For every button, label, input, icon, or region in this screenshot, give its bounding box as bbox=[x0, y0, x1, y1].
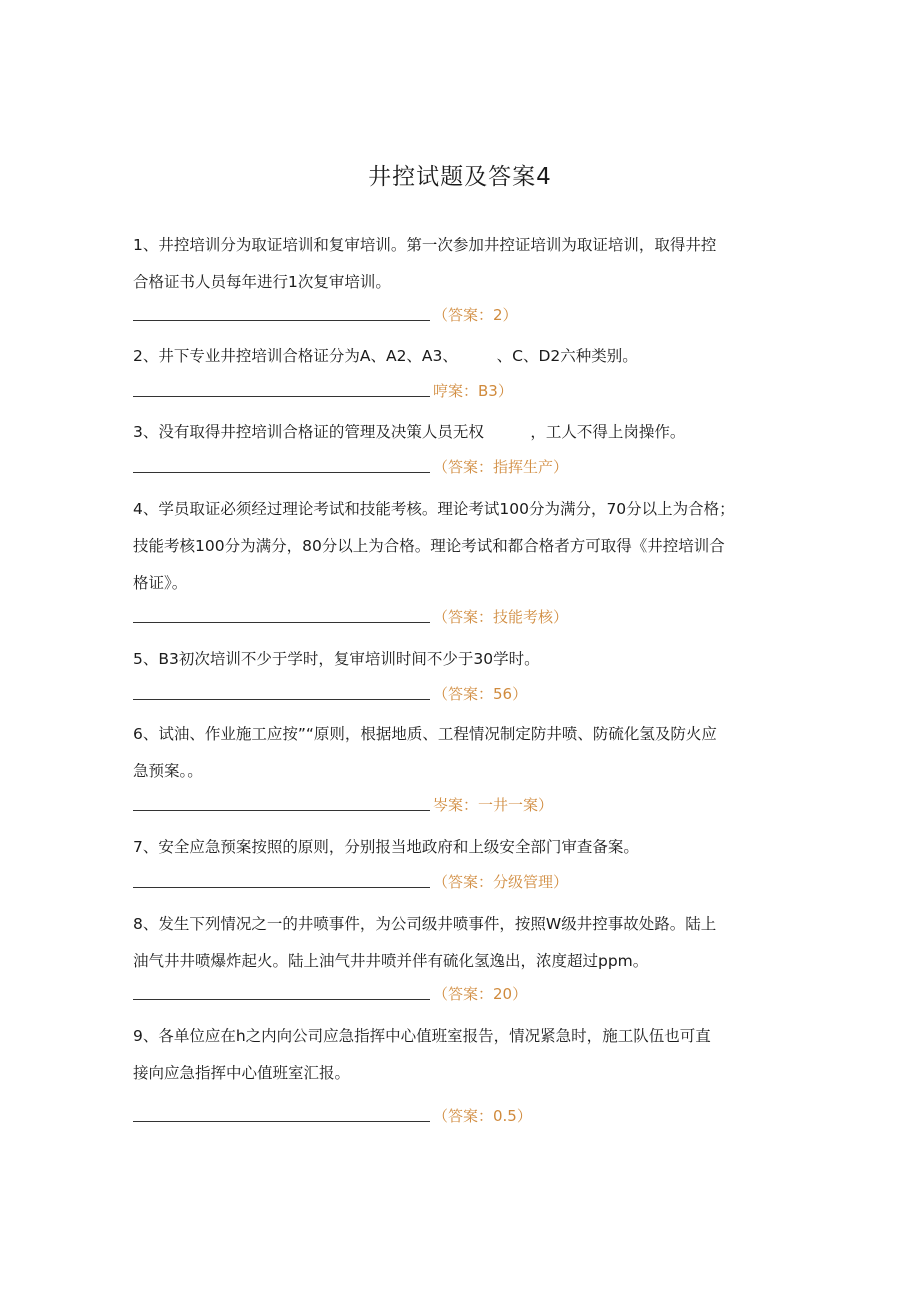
answer-blank-line bbox=[133, 1121, 430, 1122]
question-7-line-1: 7、安全应急预案按照的原则，分别报当地政府和上级安全部门审查备案。 bbox=[133, 838, 639, 856]
question-7 bbox=[133, 829, 785, 866]
question-3-line-1: 3、没有取得井控培训合格证的管理及决策人员无权 ，工人不得上岗操作。 bbox=[133, 423, 686, 441]
question-8 bbox=[133, 906, 785, 980]
question-4 bbox=[133, 491, 785, 602]
question-5-line-1: 5、B3初次培训不少于学时，复审培训时间不少于30学时。 bbox=[133, 650, 540, 668]
question-2 bbox=[133, 338, 785, 375]
page-title: 井控试题及答案4 bbox=[368, 164, 552, 190]
answer-row-5 bbox=[133, 683, 693, 707]
question-9-line-1: 9、各单位应在h之内向公司应急指挥中心值班室报告，情况紧急时，施工队伍也可直 bbox=[133, 1027, 711, 1045]
answer-7: （答案：分级管理） bbox=[433, 873, 569, 891]
answer-row-8 bbox=[133, 983, 693, 1007]
answer-row-2 bbox=[133, 380, 693, 404]
question-3 bbox=[133, 414, 785, 451]
answer-row-9 bbox=[133, 1105, 693, 1129]
question-6-line-1: 6、试油、作业施工应按”“原则，根据地质、工程情况制定防井喷、防硫化氢及防火应 bbox=[133, 725, 717, 743]
answer-blank-line bbox=[133, 396, 430, 397]
question-2-line-1: 2、井下专业井控培训合格证分为A、A2、A3、 、C、D2六种类别。 bbox=[133, 347, 638, 365]
answer-blank-line bbox=[133, 887, 430, 888]
answer-row-7 bbox=[133, 871, 693, 895]
question-8-line-2: 油气井井喷爆炸起火。陆上油气井井喷并伴有硫化氢逸出，浓度超过ppm。 bbox=[133, 952, 649, 970]
answer-8: （答案：20） bbox=[433, 985, 528, 1003]
question-1 bbox=[133, 227, 785, 301]
question-1-line-2: 合格证书人员每年进行1次复审培训。 bbox=[133, 273, 391, 291]
question-9 bbox=[133, 1018, 785, 1092]
answer-blank-line bbox=[133, 320, 430, 321]
answer-4: （答案：技能考核） bbox=[433, 608, 569, 626]
answer-blank-line bbox=[133, 699, 430, 700]
answer-blank-line bbox=[133, 999, 430, 1000]
question-4-line-1: 4、学员取证必须经过理论考试和技能考核。理论考试100分为满分，70分以上为合格； bbox=[133, 500, 735, 518]
question-4-line-3: 格证》。 bbox=[133, 574, 188, 592]
answer-row-6 bbox=[133, 794, 693, 818]
answer-row-1 bbox=[133, 304, 693, 328]
question-1-line-1: 1、井控培训分为取证培训和复审培训。第一次参加井控证培训为取证培训，取得井控 bbox=[133, 236, 717, 254]
answer-row-4 bbox=[133, 606, 693, 630]
answer-9: （答案：0.5） bbox=[433, 1107, 532, 1125]
answer-blank-line bbox=[133, 810, 430, 811]
answer-blank-line bbox=[133, 622, 430, 623]
answer-6: 岑案：一井一案） bbox=[433, 796, 554, 814]
answer-3: （答案：指挥生产） bbox=[433, 458, 569, 476]
question-9-line-2: 接向应急指挥中心值班室汇报。 bbox=[133, 1064, 351, 1082]
question-6-line-2: 急预案。。 bbox=[133, 762, 203, 780]
answer-1: （答案：2） bbox=[433, 306, 518, 324]
answer-blank-line bbox=[133, 472, 430, 473]
question-5 bbox=[133, 641, 785, 678]
answer-5: （答案：56） bbox=[433, 685, 528, 703]
question-4-line-2: 技能考核100分为满分，80分以上为合格。理论考试和都合格者方可取得《井控培训合 bbox=[133, 537, 725, 555]
question-6 bbox=[133, 716, 785, 790]
answer-2: 哼案：B3） bbox=[433, 382, 513, 400]
question-8-line-1: 8、发生下列情况之一的井喷事件，为公司级井喷事件，按照W级井控事故处路。陆上 bbox=[133, 915, 717, 933]
answer-row-3 bbox=[133, 456, 693, 480]
